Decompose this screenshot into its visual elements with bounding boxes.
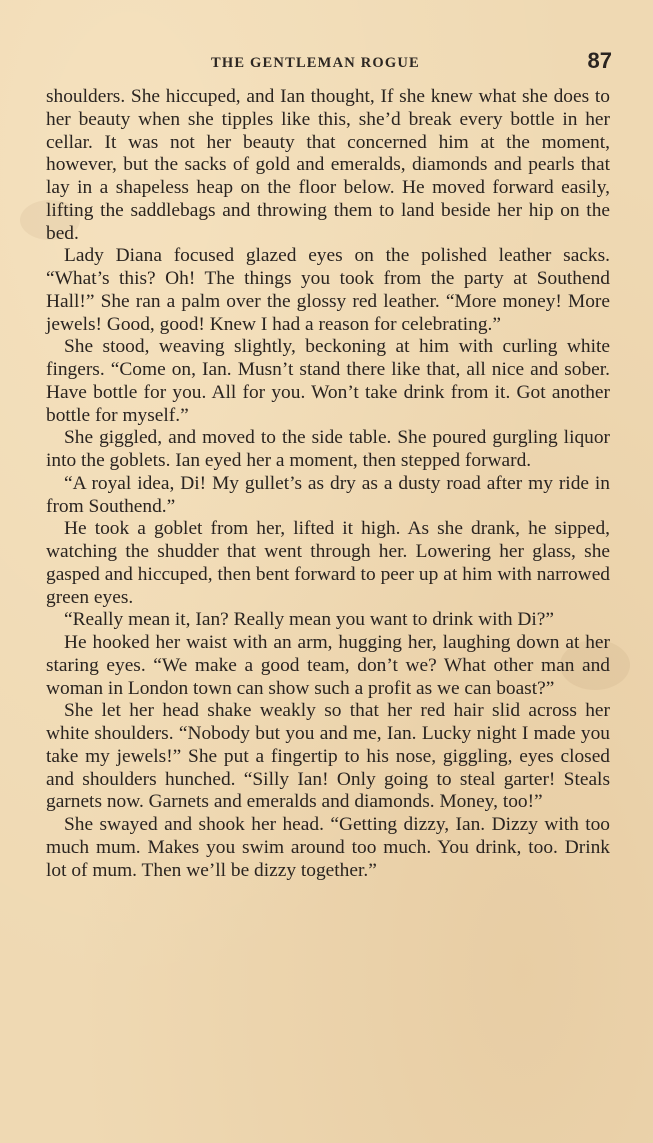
page-number: 87 [587, 48, 612, 73]
body-text [46, 86, 610, 882]
paragraph: Lady Diana focused glazed eyes on the polished leather sacks. “What’s this? Oh! The things you took from the party at Southend Hall!” She ran a palm over the glossy red leather. “More money! More jewels! Good, good! Knew I had a reason for celebrating.” [46, 245, 610, 335]
page-header [46, 50, 618, 80]
running-head: THE GENTLEMAN ROGUE [211, 55, 420, 71]
paragraph: He took a goblet from her, lifted it high. As she drank, he sipped, watching the shudder that went through her. Lowering her glass, she gasped and hiccuped, then bent forward to peer up at him with narrowed green eyes. [46, 518, 610, 608]
paragraph: She stood, weaving slightly, beckoning at him with curling white fingers. “Come on, Ian. Musn’t stand there like that, all nice and sober. Have bottle for you. All for you. Won’t take drink from it. Got another bottle for myself.” [46, 336, 610, 426]
paragraph: He hooked her waist with an arm, hugging her, laughing down at her staring eyes. “We make a good team, don’t we? What other man and woman in London town can show such a profit as we can boast?” [46, 632, 610, 699]
paragraph: She giggled, and moved to the side table. She poured gurgling liquor into the goblets. Ian eyed her a moment, then stepped forward. [46, 427, 610, 471]
paragraph: shoulders. She hiccuped, and Ian thought, If she knew what she does to her beauty when she tipples like this, she’d break every bottle in her cellar. It was not her beauty that concerned him at the moment, however, but the sacks of gold and emeralds, diamonds and pearls that lay in a shapeless heap on the floor below. He moved forward easily, lifting the saddlebags and throwing them to land beside her hip on the bed. [46, 86, 610, 244]
paragraph: She let her head shake weakly so that her red hair slid across her white shoulders. “Nobody but you and me, Ian. Lucky night I made you take my jewels!” She put a fingertip to his nose, giggling, eyes closed and shoulders hunched. “Silly Ian! Only going to steal garter! Steals garnets now. Garnets and emeralds and diamonds. Money, too!” [46, 700, 610, 813]
paragraph: “Really mean it, Ian? Really mean you want to drink with Di?” [64, 609, 555, 631]
paragraph: “A royal idea, Di! My gullet’s as dry as a dusty road after my ride in from Southend.” [46, 472, 610, 517]
paragraph: She swayed and shook her head. “Getting dizzy, Ian. Dizzy with too much mum. Makes you swim around too much. You drink, too. Drink lot of mum. Then we’ll be dizzy together.” [46, 814, 610, 881]
